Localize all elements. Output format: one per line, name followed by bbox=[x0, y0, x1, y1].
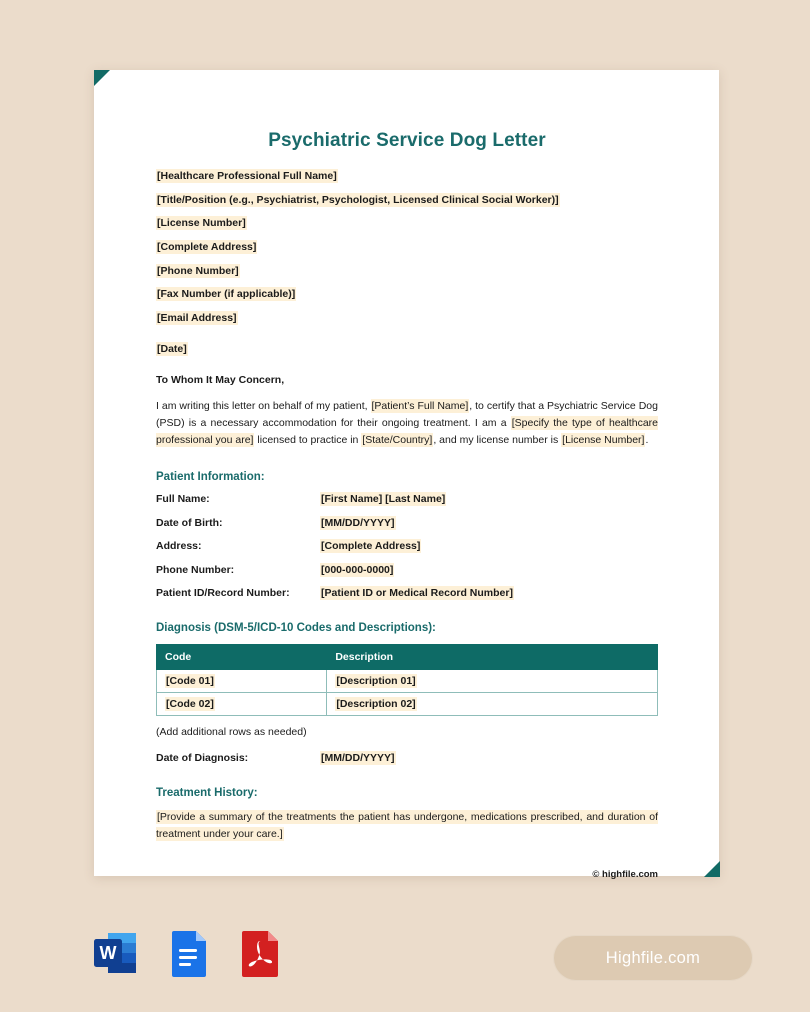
state-country-placeholder: [State/Country] bbox=[362, 434, 433, 446]
diagnosis-table bbox=[156, 644, 658, 716]
intro-text-part5: . bbox=[645, 434, 649, 446]
corner-accent-top-left-icon bbox=[94, 70, 110, 86]
pdf-icon[interactable] bbox=[232, 925, 288, 981]
letterhead-placeholder: [Phone Number] bbox=[157, 264, 239, 277]
patient-field-placeholder: [Patient ID or Medical Record Number] bbox=[321, 587, 513, 600]
letterhead-placeholder: [License Number] bbox=[157, 217, 246, 230]
patient-field-label: Address: bbox=[156, 540, 202, 553]
table-cell-description bbox=[327, 669, 658, 692]
intro-paragraph bbox=[156, 398, 658, 449]
date-line bbox=[156, 343, 658, 356]
letterhead-placeholder: [Email Address] bbox=[157, 311, 237, 324]
corner-accent-bottom-right-icon bbox=[704, 861, 720, 877]
diagnosis-date-label: Date of Diagnosis: bbox=[156, 751, 249, 764]
table-cell-code bbox=[157, 692, 327, 715]
document-preview bbox=[94, 70, 719, 880]
description-placeholder: [Description 02] bbox=[336, 697, 416, 710]
table-cell-description bbox=[327, 692, 658, 715]
patient-field-row bbox=[156, 493, 658, 506]
patient-field-placeholder: [MM/DD/YYYY] bbox=[321, 516, 395, 529]
patient-field-placeholder: [First Name] [Last Name] bbox=[321, 493, 446, 505]
code-placeholder: [Code 01] bbox=[166, 674, 214, 687]
document-sheet bbox=[94, 70, 719, 880]
treatment-history-placeholder: [Provide a summary of the treatments the patient has undergone, medications prescribed, and duration of treatment under your care.] bbox=[156, 810, 658, 840]
date-placeholder: [Date] bbox=[157, 342, 187, 355]
google-docs-icon[interactable] bbox=[160, 925, 216, 981]
letterhead-line bbox=[156, 265, 658, 278]
patient-field-row bbox=[156, 540, 658, 553]
document-content bbox=[156, 70, 658, 880]
patient-field-value bbox=[320, 587, 514, 600]
code-placeholder: [Code 02] bbox=[166, 697, 214, 710]
patient-field-value bbox=[320, 540, 421, 553]
intro-text-part3: licensed to practice in bbox=[254, 434, 362, 446]
table-column-header-code: Code bbox=[157, 644, 327, 669]
letterhead-placeholder: [Complete Address] bbox=[157, 240, 257, 253]
intro-text-part4: , and my license number is bbox=[433, 434, 562, 446]
patient-field-row bbox=[156, 587, 658, 600]
patient-field-label: Date of Birth: bbox=[156, 516, 223, 529]
intro-text-part1: I am writing this letter on behalf of my patient, bbox=[156, 400, 371, 412]
letterhead-placeholder: [Title/Position (e.g., Psychiatrist, Psychologist, Licensed Clinical Social Worker)] bbox=[157, 193, 559, 206]
letterhead-line bbox=[156, 288, 658, 301]
patient-field-placeholder: [Complete Address] bbox=[321, 540, 421, 553]
table-header-row bbox=[157, 644, 658, 669]
table-row bbox=[157, 692, 658, 715]
description-placeholder: [Description 01] bbox=[336, 674, 416, 687]
diagnosis-date-row bbox=[156, 752, 658, 765]
table-cell-code bbox=[157, 669, 327, 692]
brand-label: Highfile.com bbox=[605, 948, 701, 967]
section-heading-diagnosis: Diagnosis (DSM-5/ICD-10 Codes and Descriptions): bbox=[156, 621, 436, 634]
patient-field-value bbox=[320, 517, 396, 530]
patient-field-row bbox=[156, 517, 658, 530]
patient-field-value bbox=[320, 564, 394, 577]
profession-type-placeholder: [Specify the type of healthcare professional you are] bbox=[156, 417, 658, 446]
letterhead-line bbox=[156, 241, 658, 254]
salutation: To Whom It May Concern, bbox=[156, 374, 285, 386]
diagnosis-date-placeholder: [MM/DD/YYYY] bbox=[321, 751, 395, 764]
word-doc-icon[interactable] bbox=[88, 925, 144, 981]
svg-text:W: W bbox=[99, 943, 117, 963]
copyright-notice: © highfile.com bbox=[592, 868, 658, 880]
brand-button[interactable] bbox=[553, 935, 753, 981]
letterhead-line bbox=[156, 312, 658, 325]
patient-field-label: Full Name: bbox=[156, 493, 210, 505]
letterhead-line bbox=[156, 194, 658, 207]
section-heading-patient-information: Patient Information: bbox=[156, 471, 265, 483]
letterhead-line bbox=[156, 217, 658, 230]
patient-field-label: Patient ID/Record Number: bbox=[156, 587, 290, 600]
table-note: (Add additional rows as needed) bbox=[156, 725, 307, 738]
letterhead-placeholder: [Fax Number (if applicable)] bbox=[157, 288, 296, 301]
patient-name-placeholder: [Patient’s Full Name] bbox=[371, 400, 469, 412]
patient-field-row bbox=[156, 564, 658, 577]
table-column-header-description: Description bbox=[327, 644, 658, 669]
format-icon-group bbox=[88, 925, 288, 981]
patient-field-placeholder: [000-000-0000] bbox=[321, 563, 394, 576]
page-title: Psychiatric Service Dog Letter bbox=[268, 130, 546, 151]
patient-field-label: Phone Number: bbox=[156, 563, 235, 576]
section-heading-treatment-history: Treatment History: bbox=[156, 786, 258, 799]
table-row bbox=[157, 669, 658, 692]
license-number-placeholder: [License Number] bbox=[562, 434, 645, 446]
treatment-history-body bbox=[156, 809, 658, 843]
letterhead-line bbox=[156, 170, 658, 183]
intro-text-part2: , to certify that a Psychiatric Service Dog (PSD) is a necessary accommodation for their ongoing treatment. I am a bbox=[156, 400, 658, 429]
patient-field-value bbox=[320, 493, 446, 506]
letterhead-placeholder: [Healthcare Professional Full Name] bbox=[157, 170, 337, 182]
bottom-bar bbox=[0, 905, 810, 1012]
diagnosis-date-value bbox=[320, 752, 396, 765]
